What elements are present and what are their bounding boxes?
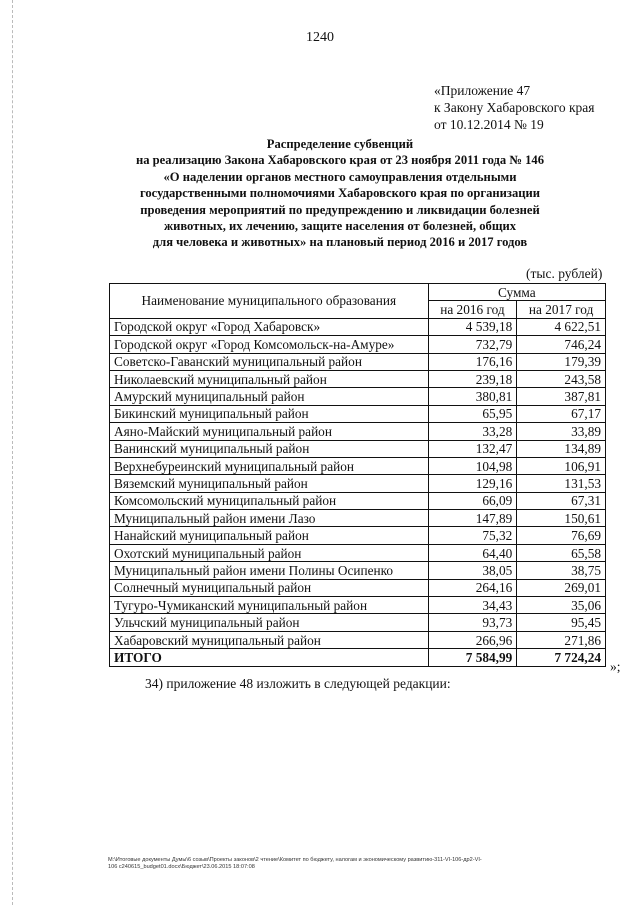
amount-2016: 264,16 [428,579,517,596]
column-header-2017: на 2017 год [517,301,606,318]
table-row [110,510,606,527]
heading-line: «О наделении органов местного самоуправления отдельными [163,169,517,184]
municipality-name: Нанайский муниципальный район [110,527,429,544]
amount-2017: 387,81 [517,388,606,405]
table-row [110,579,606,596]
municipality-name: Охотский муниципальный район [110,544,429,561]
table-row [110,440,606,457]
municipality-name: Муниципальный район имени Полины Осипенко [110,562,429,579]
amount-2016: 34,43 [428,597,517,614]
heading-line: Распределение субвенций [266,137,414,151]
table-row [110,631,606,648]
amount-2016: 147,89 [428,510,517,527]
margin-line [12,0,13,905]
amount-2017: 38,75 [517,562,606,579]
amount-2017: 33,89 [517,423,606,440]
amount-2017: 131,53 [517,475,606,492]
amount-2017: 65,58 [517,544,606,561]
amount-2017: 269,01 [517,579,606,596]
amount-2016: 732,79 [428,336,517,353]
municipality-name: Муниципальный район имени Лазо [110,510,429,527]
amount-2016: 75,32 [428,527,517,544]
municipality-name: Верхнебуреинский муниципальный район [110,457,429,474]
page-number: 1240 [306,30,334,45]
table-row [110,544,606,561]
municipality-name: Комсомольский муниципальный район [110,492,429,509]
document-heading [80,136,600,251]
amount-2017: 134,89 [517,440,606,457]
column-header-sum: Сумма [428,284,605,301]
amount-2017: 35,06 [517,597,606,614]
municipality-name: Бикинский муниципальный район [110,405,429,422]
amount-2017: 106,91 [517,457,606,474]
amount-2017: 67,17 [517,405,606,422]
amount-2016: 93,73 [428,614,517,631]
amount-2016: 104,98 [428,457,517,474]
municipality-name: Ульчский муниципальный район [110,614,429,631]
next-item-text: 34) приложение 48 изложить в следующей редакции: [145,676,451,691]
amount-2017: 271,86 [517,631,606,648]
table-row [110,318,606,335]
municipality-name: Тугуро-Чумиканский муниципальный район [110,597,429,614]
amount-2017: 150,61 [517,510,606,527]
table-row [110,370,606,387]
municipality-name: Советско-Гаванский муниципальный район [110,353,429,370]
appendix-line-3: от 10.12.2014 № 19 [434,117,544,132]
table-row [110,457,606,474]
municipality-name: Вяземский муниципальный район [110,475,429,492]
total-label: ИТОГО [110,649,429,666]
amount-2016: 266,96 [428,631,517,648]
table-row [110,353,606,370]
table-row [110,527,606,544]
municipality-name: Аяно-Майский муниципальный район [110,423,429,440]
table-row [110,562,606,579]
municipality-name: Городской округ «Город Комсомольск-на-Амуре» [110,336,429,353]
heading-line: на реализацию Закона Хабаровского края от 23 ноября 2011 года № 146 [135,153,545,168]
amount-2016: 65,95 [428,405,517,422]
column-header-name: Наименование муниципального образования [110,284,429,319]
amount-2016: 38,05 [428,562,517,579]
municipality-name: Хабаровский муниципальный район [110,631,429,648]
municipality-name: Солнечный муниципальный район [110,579,429,596]
total-row [110,649,606,666]
amount-2017: 4 622,51 [517,318,606,335]
table-row [110,388,606,405]
amount-2016: 4 539,18 [428,318,517,335]
footer-line: 106 с240615_budget01.docx\Бюджет\23.06.2015 18:07:08 [108,864,255,870]
amount-2016: 380,81 [428,388,517,405]
heading-line: проведения мероприятий по предупреждению и ликвидации болезней [140,202,540,217]
heading-line: государственными полномочиями Хабаровского края по организации [139,186,541,201]
municipality-name: Николаевский муниципальный район [110,370,429,387]
appendix-line-2: к Закону Хабаровского края [434,100,595,115]
table-row [110,423,606,440]
table-row [110,475,606,492]
amount-2017: 179,39 [517,353,606,370]
amount-2016: 129,16 [428,475,517,492]
file-path-footer [108,857,618,871]
amount-2016: 33,28 [428,423,517,440]
table-row [110,405,606,422]
table-row [110,597,606,614]
amount-2017: 95,45 [517,614,606,631]
municipality-name: Ванинский муниципальный район [110,440,429,457]
amount-2017: 243,58 [517,370,606,387]
amount-2016: 132,47 [428,440,517,457]
amount-2017: 76,69 [517,527,606,544]
total-2017: 7 724,24 [517,649,606,666]
table-body [110,318,606,666]
amount-2016: 66,09 [428,492,517,509]
total-2016: 7 584,99 [428,649,517,666]
subsidy-table [109,283,606,667]
footer-line: M:\Итоговые документы Думы\6 созыв\Проекты законов\2 чтение\Комитет по бюджету, налогам и экономическому развитию-311-VI-106-др2-VI- [108,857,482,863]
units-label: (тыс. рублей) [526,266,603,281]
closing-quote: »; [610,659,621,674]
municipality-name: Городской округ «Город Хабаровск» [110,318,429,335]
amount-2016: 176,16 [428,353,517,370]
table-row [110,614,606,631]
amount-2017: 67,31 [517,492,606,509]
heading-line: для человека и животных» на плановый период 2016 и 2017 годов [152,235,528,250]
amount-2017: 746,24 [517,336,606,353]
heading-line: животных, их лечению, защите населения от болезней, общих [163,219,517,234]
municipality-name: Амурский муниципальный район [110,388,429,405]
column-header-2016: на 2016 год [428,301,517,318]
appendix-line-1: «Приложение 47 [434,83,531,98]
table-row [110,336,606,353]
table-row [110,492,606,509]
amount-2016: 239,18 [428,370,517,387]
amount-2016: 64,40 [428,544,517,561]
appendix-reference [434,82,595,133]
